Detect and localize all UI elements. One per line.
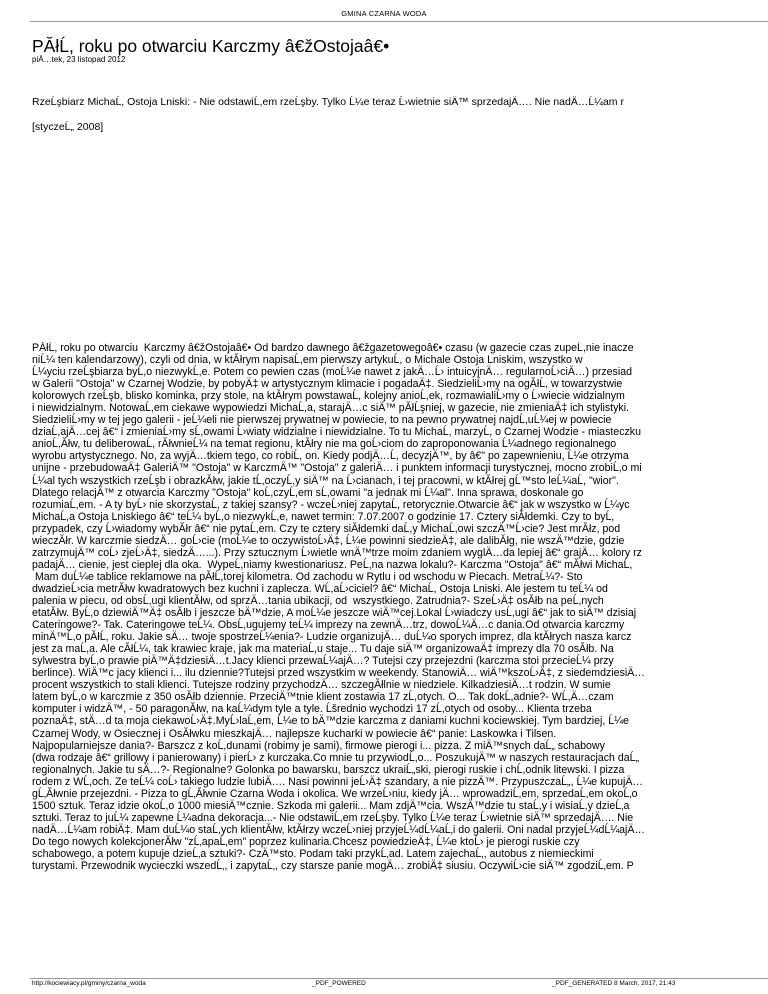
- body-line: procent wszystkich to stali klienci. Tutejsze rodziny przychodzÄ… szczegĂłlnie w niedziele. KilkadziesiÄ…t rodzin. W sumie: [32, 679, 611, 692]
- body-line: berlince). WiÄ™c jacy klienci i... ilu dziennie?Tutejsi przed wszystkim w weekendy. StanowiÄ… wiÄ™kszoĹ›Ä‡, z siedemdziesiÄ…: [32, 667, 645, 680]
- body-line: przypadek, czy Ĺ›wiadomy wybĂłr â€“ nie pytaĹ,em. Czy te cztery siĂłdemki daĹ,y MichaĹ,owi szczÄ™Ĺ›cie? Jest mrĂłz, pod: [32, 522, 621, 535]
- body-line: unijne - przebudowaÄ‡ GaleriÄ™ "Ostoja" w KarczmÄ™ "Ostoja" z galeriÄ… i punktem informacji turystycznej, mocno zrobiĹ,o mi: [32, 462, 642, 475]
- body-line: turystami. Przewodnik wycieczki wszedĹ‚, i zapytaĹ‚, czy starsze panie mogÄ… zrobiÄ‡ siusiu. OczywiĹ›cie siÄ™ zgodziĹ‚em. P: [32, 860, 634, 873]
- footer-url: http://kociewiacy.pl/gminy/czarna_woda: [32, 980, 146, 987]
- body-line: wyrobu artystycznego. No, za wyjÄ…tkiem tego, co robiĹ, on. Kiedy podjÄ…Ĺ, decyzjÄ™, by â€" po zapewnieniu, Ĺ¼e otrzyma: [32, 450, 629, 463]
- body-line: minÄ™Ĺ,o pĂłĹ, roku. Jakie sÄ… twoje spostrzeĹ¼enia?- Ludzie organizujÄ… duĹ¼o sporych imprez, dla ktĂłrych nasza karcz: [32, 631, 632, 644]
- body-line: SiedzieliĹ›my w tej jego galerii - jeĹ¼eli nie pierwszej prywatnej w powiecie, to na pewno prywatnej najdĹ,uĹ¼ej w powiecie: [32, 414, 612, 427]
- body-line: Mam duĹ¼e tablice reklamowe na pĂłĹ,torej kilometra. Od zachodu w Rytlu i od wschodu w Piecach. MetraĹ¼?- Sto: [32, 570, 583, 583]
- body-line: sylwestra byĹ,o prawie piÄ™Ä‡dziesiÄ…t.Jacy klienci przewaĹ¼ajÄ…? Tutejsi czy przejezdni (karczma stoi przecieĹ¼ przy: [32, 655, 614, 668]
- body-line: MichaĹ,a Ostoja Lniskiego â€“ teĹ¼ byĹ,o niezwykĹ,e, nawet termin: 7.07.2007 o godzinie 17. Cztery siĂłdemki. Czy to byĹ,: [32, 510, 615, 523]
- body-line: padajÄ… cienie, jest cieplej dla oka. WypeĹ,niamy kwestionariusz. PeĹ,na nazwa lokalu?- Karczma "Ostoja" â€“ mĂłwi MichaĹ,: [32, 558, 633, 571]
- body-line: komputer i widzÄ™, - 50 paragonĂłw, na kaĹ¼dym tyle a tyle. Ĺšrednio wychodzi 17 zĹ,otych od osoby... Klienta trzeba: [32, 703, 592, 716]
- header-divider: [30, 21, 768, 22]
- body-line: Najpopularniejsze dania?- Barszcz z koĹ,dunami (robimy je sami), firmowe pierogi i... pizza. Z miÄ™snych daĹ„ schabowy: [32, 739, 605, 752]
- body-line: etatĂłw. ByĹ,o dziewiÄ™Ä‡ osĂłb i jeszcze bÄ™dzie, A moĹ¼e jeszcze wiÄ™cej.Lokal Ĺ›wiadczy usĹ,ugi â€“ jak to siÄ™ dzisiaj: [32, 607, 637, 620]
- article-intro: RzeĹşbiarz MichaĹ, Ostoja Lniski: - Nie odstawiĹ,em rzeĹşby. Tylko Ĺ¼e teraz Ĺ›wietnie siÄ™ sprzedajÄ…. Nie nadÄ…Ĺ¼am r: [32, 96, 624, 108]
- body-line: Czarnej Wody, w Osiecznej i OsĂłwku mieszkajÄ… najlepsze kucharki w powiecie â€“ panie: Laskowka i Tilsen.: [32, 727, 557, 740]
- body-line: Do tego nowych kolekcjonerĂłw "zĹ‚apaĹ‚em" poprzez kulinaria.Chcesz powiedzieÄ‡, Ĺ¼e ktoĹ› je pierogi ruskie czy: [32, 835, 580, 848]
- body-line: palenia w piecu, od obsĹ,ugi klientĂłw, od sprzÄ…tania ubikacji, od wszystkiego. Zatrudnia?- SzeĹ›Ä‡ osĂłb na peĹ,nych: [32, 594, 604, 607]
- body-line: wieczĂłr. W karczmie siedzÄ… goĹ›cie (moĹ¼e to oczywistoĹ›Ä‡, Ĺ¼e powinni siedzieÄ‡, ale dalibĂłg, nie wszÄ™dzie, gdzie: [32, 534, 625, 547]
- body-line: i niewidzialnym. NotowaĹ,em ciekawe wypowiedzi MichaĹ,a, starajÄ…c siÄ™ pĂłĹşniej, w gazecie, nie zmieniaÄ‡ ich stylistyki.: [32, 402, 630, 415]
- footer-divider: [30, 978, 768, 979]
- article-title: PĂłĹ, roku po otwarciu Karczmy â€žOstojaâ€•: [32, 36, 390, 56]
- body-line: latem byĹ,o w karczmie z 350 osĂłb dziennie. PrzeciÄ™tnie klient zostawia 17 zĹ,otych. O... Tak dokĹ,adnie?- WĹ,Ä…czam: [32, 691, 614, 704]
- body-line: w Galerii "Ostoja" w Czarnej Wodzie, by pobyÄ‡ w artystycznym klimacie i pogadaÄ‡. SiedzieliĹ›my na ogĂłĹ, w towarzystwie: [32, 378, 623, 391]
- body-line: rodem z WĹ,och. Ze teĹ¼ coĹ› takiego ludzie lubiÄ…. Nasi powinni jeĹ›Ä‡ szandary, a nie pizzÄ™. PrzypuszczaĹ„, Ĺ¼e kupujÄ…: [32, 775, 643, 788]
- article-body: [32, 342, 768, 977]
- footer-generated: _PDF_GENERATED 8 March, 2017, 21:43: [552, 980, 676, 987]
- body-line: dziaĹ,ajÄ…cej â€“ i zmieniaĹ›my sĹ,owami Ĺ›wiaty widzialne i niewidzialne. To tu MichaĹ, marzyĹ, o Czarnej Wodzie - miasteczku: [32, 426, 641, 439]
- body-line: niĹ¼ ten kalendarzowy), czyli od dnia, w ktĂłrym napisaĹ,em pierwszy artykuĹ, o Michale Ostoja Lniskim, wszystko w: [32, 354, 583, 367]
- body-line: 1500 sztuk. Teraz idzie okoĹ,o 1000 miesiÄ™cznie. Szkoda mi galerii... Mam zdjÄ™cia. WszÄ™dzie tu staĹ,y i wisiaĹ,y dzieĹ‚a: [32, 799, 630, 812]
- body-line: kolorowych rzeĹşb, blisko kominka, przy stole, na ktĂłrym powstawaĹ, kolejny anioĹ,ek, rozmawialiĹ›my o Ĺ›wiecie widzialnym: [32, 390, 625, 403]
- body-line: Cateringowe?- Tak. Cateringowe teĹ¼. ObsĹ,ugujemy teĹ¼ imprezy na zewnÄ…trz, dowoĹ¼Ä…c dania.Od otwarcia karczmy: [32, 619, 625, 632]
- body-line: rozumiaĹ,em. - A ty byĹ› nie skorzystaĹ, z takiej szansy? - wczeĹ›niej zapytaĹ, retorycznie.Otwarcie â€“ jak w wszystko w Ĺ¼yc: [32, 498, 630, 511]
- body-line: anioĹ,Ăłw, tu deliberowaĹ, rĂłwnieĹ¼ na temat regionu, ktĂłry nie ma goĹ›ciom do zaproponowania Ĺ¼adnego regionalnego: [32, 438, 617, 451]
- body-line: schabowego, a potem kupuje dzieĹ‚a sztuki?- CzÄ™sto. Podam taki przykĹ‚ad. Latem zajechaĹ‚, autobus z niemieckimi: [32, 847, 594, 860]
- body-line: Ĺ¼al tych wszystkich rzeĹşb i obrazkĂłw, jakie tĹ,oczyĹ,y siÄ™ na Ĺ›cianach, i tej pracowni, w ktĂłrej gĹ™sto leĹ¼aĹ, "wior".: [32, 474, 619, 487]
- footer-powered: _PDF_POWERED: [312, 980, 366, 987]
- body-line: jest za maĹ,a. Ale cĂłĹ¼, tak krawiec kraje, jak ma materiaĹ,u staje... Tu daje siÄ™ organizowaÄ‡ imprezy dla 70 osĂłb. Na: [32, 643, 614, 656]
- site-header: GMINA CZARNA WODA: [341, 9, 427, 18]
- body-line: dwadzieĹ›cia metrĂłw kwadratowych bez kuchni i zaplecza. WĹ,aĹ›ciciel? â€“ MichaĹ, Ostoja Lniski. Ale jestem tu teĹ¼ od: [32, 582, 608, 595]
- body-line: regionalnych. Jakie tu sÄ…?- Regionalne? Golonka po bawarsku, barszcz ukraiĹ„ski, pierogi ruskie i chĹ,odnik litewski. I pizza: [32, 763, 625, 776]
- article-date-note: [styczeĹ„ 2008]: [32, 121, 104, 133]
- body-line: poznaÄ‡, stÄ…d ta moja ciekawoĹ›Ä‡.MyĹ›laĹ,em, Ĺ¼e to bÄ™dzie karczma z daniami kuchni kociewskiej. Tym bardziej, Ĺ¼e: [32, 715, 629, 728]
- body-line: (dwa rodzaje â€“ grillowy i panierowany) i pierĹ› z kurczaka.Co mnie tu przywiodĹ,o... PoszukujÄ™ w naszych restauracjach daĹ„: [32, 751, 640, 764]
- body-line: Dlatego relacjÄ™ z otwarcia Karczmy "Ostoja" koĹ,czyĹ,em sĹ,owami "a jednak mi Ĺ¼al". Inna sprawa, doskonale go: [32, 486, 584, 499]
- body-line: gĹ‚Ăłwnie przejezdni. - Pizza to gĹ‚Ăłwnie Czarna Woda i okolica. We wrzeĹ›niu, kiedy jÄ… wprowadziĹ,em, sprzedaĹ,em okoĹ‚o: [32, 787, 638, 800]
- article-date: piÄ…tek, 23 listopad 2012: [32, 55, 126, 64]
- body-line: PĂłĹ, roku po otwarciu Karczmy â€žOstojaâ€• Od bardzo dawnego â€žgazetowegoâ€• czasu (w gazecie czas zupeĹ,nie inacze: [32, 342, 634, 354]
- body-line: zatrzymujÄ™ coĹ› zjeĹ›Ä‡, siedzÄ…...). Przy sztucznym Ĺ›wietle wnÄ™trze moim zdaniem wyglÄ…da lepiej â€“ grajÄ… kolory rz: [32, 546, 642, 559]
- body-line: sztuki. Teraz to juĹ¼ zapewne Ĺ¼adna dekoracja...- Nie odstawiĹ,em rzeĹşby. Tylko Ĺ¼e teraz Ĺ›wietnie siÄ™ sprzedajÄ…. Nie: [32, 811, 634, 824]
- body-line: Ĺ¼yciu rzeĹşbiarza byĹ,o niezwykĹ,e. Potem co pewien czas (moĹ¼e nawet z jakÄ…Ĺ› intuicyjnÄ… regularnoĹ›ciÄ…) przesiad: [32, 366, 632, 379]
- body-line: nadÄ…Ĺ¼am robiÄ‡. Mam duĹ¼o staĹ,ych klientĂłw, ktĂłrzy wczeĹ›niej przyjeĹ¼dĹ¼aĹ‚i do galerii. Oni nadal przyjeĹ¼dĹ¼ajÄ…: [32, 823, 645, 836]
